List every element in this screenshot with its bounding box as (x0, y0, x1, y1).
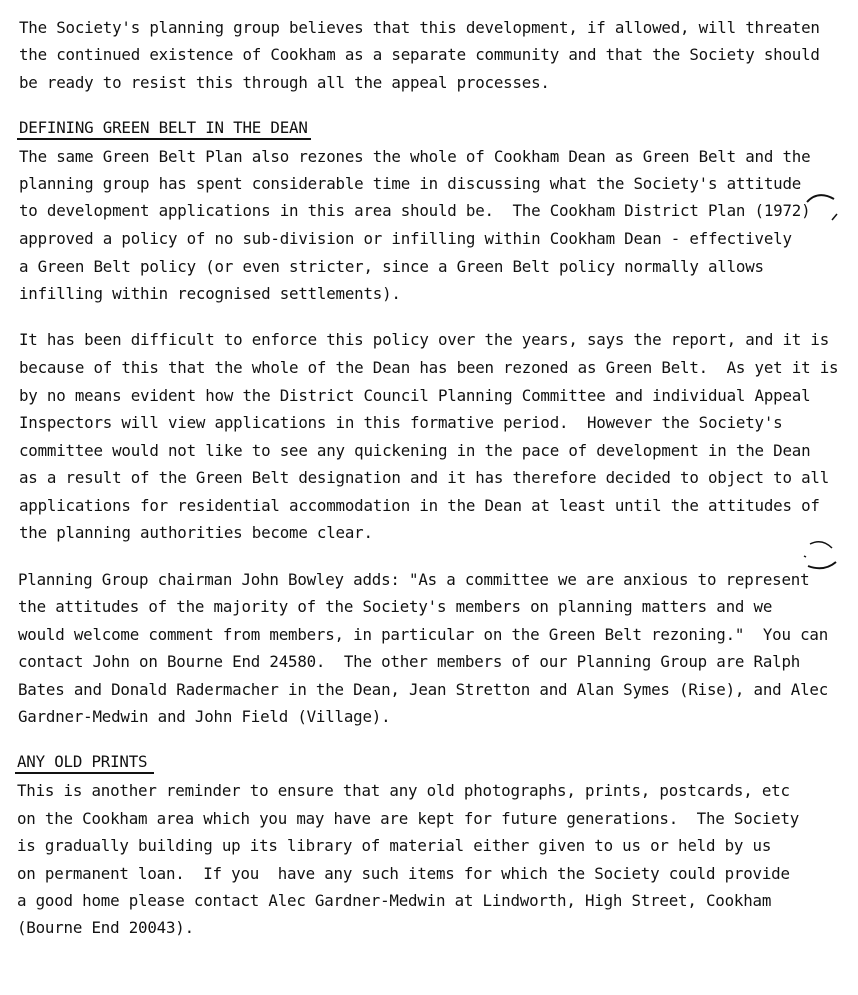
text-line: planning group has spent considerable time in discussing what the Society's attitude (19, 174, 802, 193)
text-line: is gradually building up its library of material either given to us or held by us (17, 836, 772, 855)
text-line: by no means evident how the District Council Planning Committee and individual Appeal (19, 386, 811, 405)
margin-hole-mark (800, 538, 844, 574)
text-line: applications for residential accommodation in the Dean at least until the attitudes of (19, 496, 820, 515)
text-line: This is another reminder to ensure that any old photographs, prints, postcards, etc (17, 781, 790, 800)
text-line: because of this that the whole of the Dean has been rezoned as Green Belt. As yet it is (19, 358, 839, 377)
text-line: a good home please contact Alec Gardner-Medwin at Lindworth, High Street, Cookham (17, 891, 772, 910)
text-line: Bates and Donald Radermacher in the Dean, Jean Stretton and Alan Symes (Rise), and Alec (18, 680, 829, 699)
text-line: infilling within recognised settlements). (19, 284, 401, 303)
text-line: as a result of the Green Belt designation and it has therefore decided to object to all (19, 468, 830, 487)
text-line: contact John on Bourne End 24580. The other members of our Planning Group are Ralph (18, 652, 801, 671)
text-line: the attitudes of the majority of the Society's members on planning matters and we (18, 597, 773, 616)
text-line: (Bourne End 20043). (17, 918, 194, 937)
text-line: The same Green Belt Plan also rezones the whole of Cookham Dean as Green Belt and the (19, 147, 811, 166)
text-line: Gardner-Medwin and John Field (Village). (18, 707, 391, 726)
text-line: The Society's planning group believes that this development, if allowed, will threaten (19, 18, 820, 37)
section-heading: ANY OLD PRINTS (17, 752, 148, 771)
text-line: It has been difficult to enforce this policy over the years, says the report, and it is (19, 330, 830, 349)
text-line: Planning Group chairman John Bowley adds: "As a committee we are anxious to represent (18, 570, 810, 589)
text-line: Inspectors will view applications in this formative period. However the Society's (19, 413, 783, 432)
text-line: to development applications in this area should be. The Cookham District Plan (1972) (19, 201, 811, 220)
text-line: the planning authorities become clear. (19, 523, 373, 542)
text-line: be ready to resist this through all the appeal processes. (19, 73, 550, 92)
heading-underline (17, 138, 311, 140)
text-line: committee would not like to see any quickening in the pace of development in the Dean (19, 441, 811, 460)
section-heading: DEFINING GREEN BELT IN THE DEAN (19, 118, 308, 137)
text-line: would welcome comment from members, in particular on the Green Belt rezoning." You can (18, 625, 829, 644)
text-line: the continued existence of Cookham as a separate community and that the Society should (19, 45, 820, 64)
text-line: approved a policy of no sub-division or infilling within Cookham Dean - effectively (19, 229, 792, 248)
text-line: on permanent loan. If you have any such items for which the Society could provide (17, 864, 790, 883)
text-line: on the Cookham area which you may have are kept for future generations. The Society (17, 809, 800, 828)
heading-underline (15, 772, 154, 774)
text-line: a Green Belt policy (or even stricter, since a Green Belt policy normally allows (19, 257, 764, 276)
margin-hole-mark (804, 192, 844, 222)
